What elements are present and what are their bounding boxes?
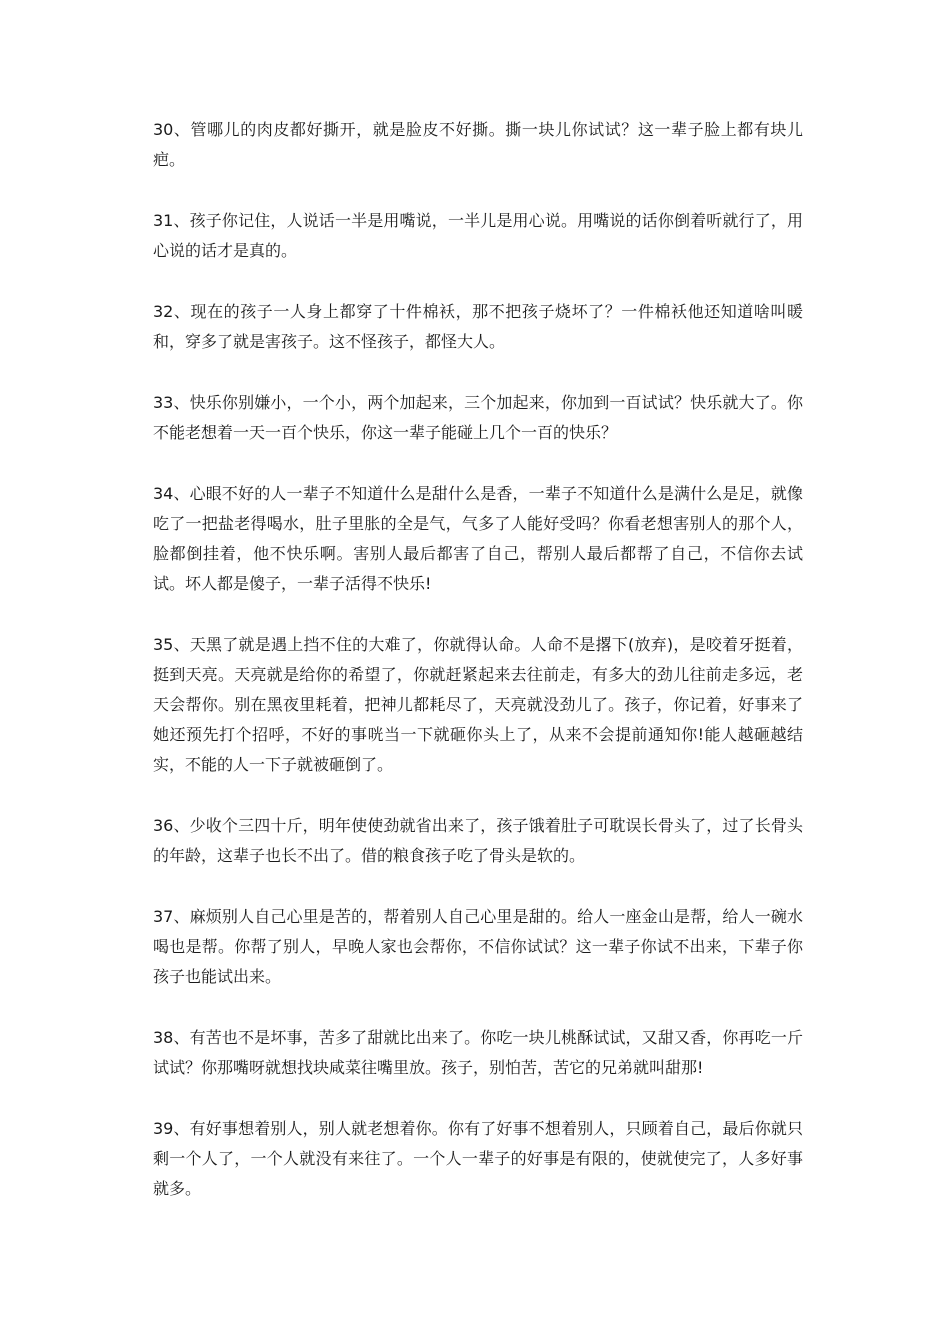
paragraph-36: 36、少收个三四十斤，明年使使劲就省出来了，孩子饿着肚子可耽误长骨头了，过了长骨头的年龄，这辈子也长不出了。借的粮食孩子吃了骨头是软的。 <box>153 816 803 865</box>
paragraph-34: 34、心眼不好的人一辈子不知道什么是甜什么是香，一辈子不知道什么是满什么是足，就像吃了一把盐老得喝水，肚子里胀的全是气，气多了人能好受吗？你看老想害别人的那个人，脸都倒挂着，他不快乐啊。害别人最后都害了自己，帮别人最后都帮了自己，不信你去试试。坏人都是傻子，一辈子活得不快乐! <box>153 484 803 593</box>
document-body <box>153 115 803 1235</box>
paragraph-38: 38、有苦也不是坏事，苦多了甜就比出来了。你吃一块儿桃酥试试，又甜又香，你再吃一斤试试？你那嘴呀就想找块咸菜往嘴里放。孩子，别怕苦，苦它的兄弟就叫甜那! <box>153 1028 803 1077</box>
paragraph-35: 35、天黑了就是遇上挡不住的大难了，你就得认命。人命不是撂下(放弃)，是咬着牙挺着，挺到天亮。天亮就是给你的希望了，你就赶紧起来去往前走，有多大的劲儿往前走多远，老天会帮你。别在黑夜里耗着，把神儿都耗尽了，天亮就没劲儿了。孩子，你记着，好事来了她还预先打个招呼，不好的事咣当一下就砸你头上了，从来不会提前通知你!能人越砸越结实，不能的人一下子就被砸倒了。 <box>153 635 803 774</box>
paragraph-37: 37、麻烦别人自己心里是苦的，帮着别人自己心里是甜的。给人一座金山是帮，给人一碗水喝也是帮。你帮了别人，早晚人家也会帮你，不信你试试？这一辈子你试不出来，下辈子你孩子也能试出来。 <box>153 907 803 986</box>
paragraph-33: 33、快乐你别嫌小，一个小，两个加起来，三个加起来，你加到一百试试？快乐就大了。你不能老想着一天一百个快乐，你这一辈子能碰上几个一百的快乐？ <box>153 393 803 442</box>
paragraph-32: 32、现在的孩子一人身上都穿了十件棉袄，那不把孩子烧坏了？一件棉袄他还知道啥叫暖和，穿多了就是害孩子。这不怪孩子，都怪大人。 <box>153 302 803 351</box>
paragraph-39: 39、有好事想着别人，别人就老想着你。你有了好事不想着别人，只顾着自己，最后你就只剩一个人了，一个人就没有来往了。一个人一辈子的好事是有限的，使就使完了，人多好事就多。 <box>153 1119 803 1198</box>
paragraph-30: 30、管哪儿的肉皮都好撕开，就是脸皮不好撕。撕一块儿你试试？这一辈子脸上都有块儿疤。 <box>153 120 803 169</box>
paragraph-31: 31、孩子你记住，人说话一半是用嘴说，一半儿是用心说。用嘴说的话你倒着听就行了，用心说的话才是真的。 <box>153 211 803 260</box>
